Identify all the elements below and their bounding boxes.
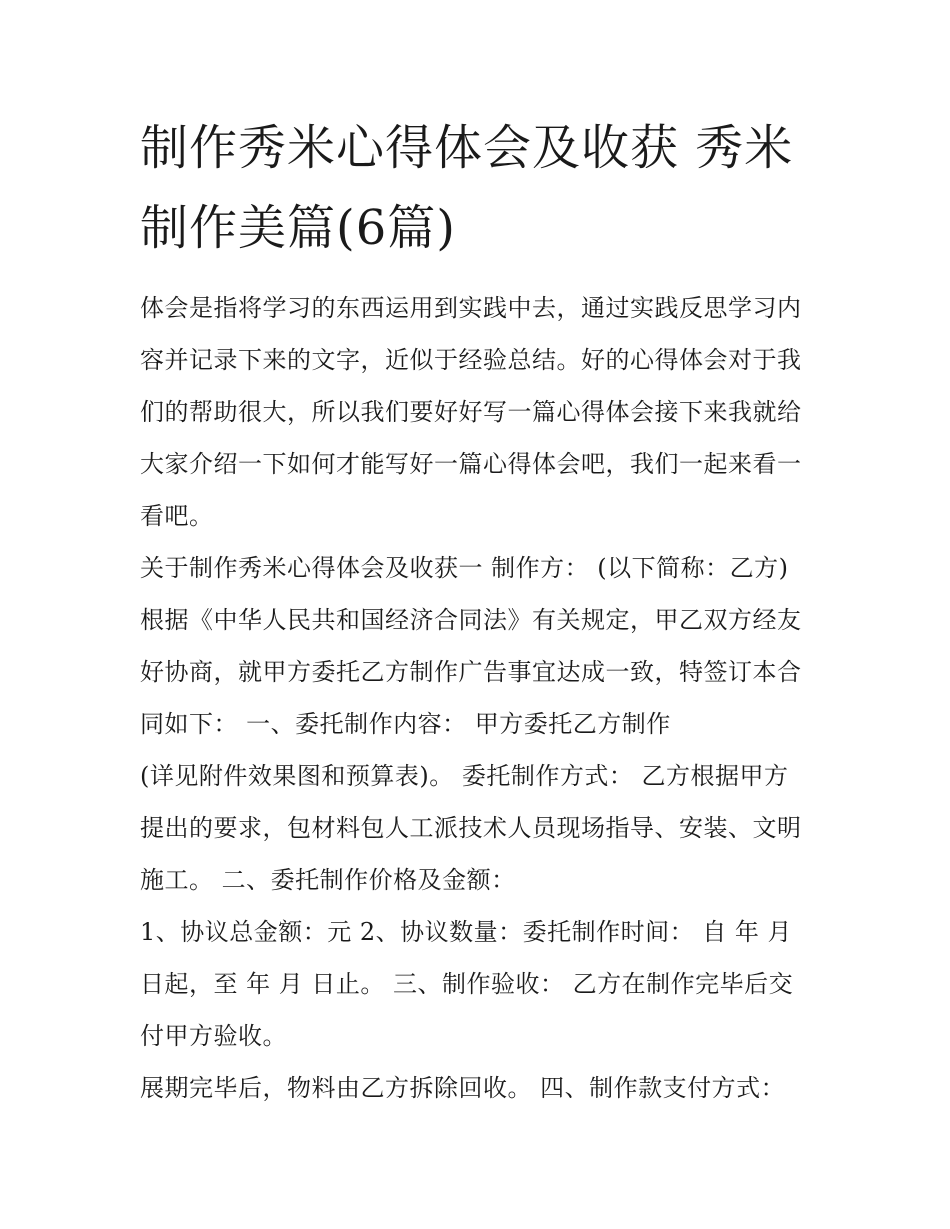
text-line: (详见附件效果图和预算表)。 委托制作方式： 乙方根据甲方: [140, 762, 789, 790]
title-line: 制作美篇(6篇): [140, 200, 456, 256]
text-line: 1、协议总金额：元 2、协议数量：委托制作时间： 自 年 月: [140, 918, 793, 946]
contract-paragraph: [140, 542, 820, 906]
text-line: 展期完毕后，物料由乙方拆除回收。 四、制作款支付方式：: [140, 1074, 786, 1102]
text-line: 容并记录下来的文字，近似于经验总结。好的心得体会对于我: [140, 346, 802, 374]
text-line: 好协商，就甲方委托乙方制作广告事宜达成一致，特签订本合: [140, 658, 802, 686]
text-line: 同如下： 一、委托制作内容： 甲方委托乙方制作: [140, 710, 671, 738]
text-line: 看吧。: [140, 502, 214, 530]
text-line: 关于制作秀米心得体会及收获一 制作方： (以下简称：乙方): [140, 554, 789, 582]
text-line: 根据《中华人民共和国经济合同法》有关规定，甲乙双方经友: [140, 606, 802, 634]
document-title: [140, 108, 820, 268]
intro-paragraph: [140, 282, 820, 542]
recycling-paragraph: [140, 1062, 820, 1114]
document-page: [140, 108, 820, 1114]
title-line: 制作秀米心得体会及收获 秀米: [140, 120, 794, 176]
amount-paragraph: [140, 906, 820, 1062]
text-line: 日起，至 年 月 日止。 三、制作验收： 乙方在制作完毕后交: [140, 970, 794, 998]
text-line: 体会是指将学习的东西运用到实践中去，通过实践反思学习内: [140, 294, 802, 322]
text-line: 施工。 二、委托制作价格及金额：: [140, 866, 516, 894]
text-line: 大家介绍一下如何才能写好一篇心得体会吧，我们一起来看一: [140, 450, 802, 478]
text-line: 们的帮助很大，所以我们要好好写一篇心得体会接下来我就给: [140, 398, 802, 426]
text-line: 付甲方验收。: [140, 1022, 287, 1050]
text-line: 提出的要求，包材料包人工派技术人员现场指导、安装、文明: [140, 814, 802, 842]
